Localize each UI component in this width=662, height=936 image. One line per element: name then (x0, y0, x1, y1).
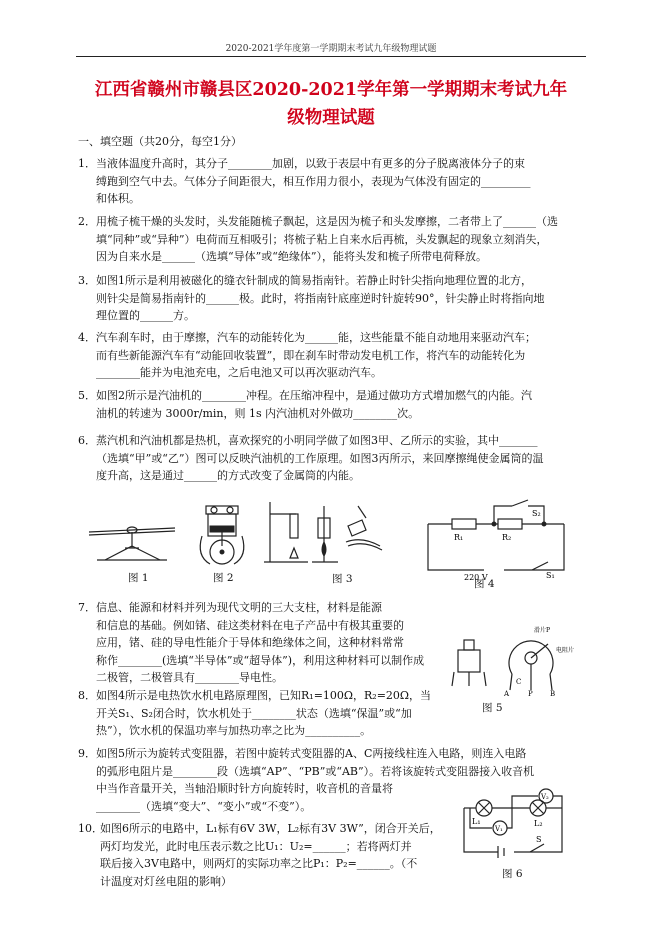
question-number: 5． (78, 389, 96, 402)
terminal-a-label: A (504, 690, 510, 698)
question-text-line: 和体积。 (96, 192, 140, 205)
question-text-line: 中当作音量开关，当轴沿顺时针方向旋转时，收音机的音量将 (96, 782, 393, 795)
voltmeter-v2-label: V₂ (541, 793, 549, 801)
question-text-line: 而有些新能源汽车有“动能回收装置”，即在刹车时带动发电机工作，将汽车的动能转化为 (96, 348, 526, 362)
question-text-line: （选填“甲”或“乙”）图可以反映汽油机的工作原理。如图3丙所示，来回摩擦绳使金属筒的温 (96, 451, 544, 465)
voltage-label: 220 V (464, 573, 488, 582)
lamp-l1-label: L₁ (472, 817, 481, 826)
question-text-line: 两灯均发光，此时电压表示数之比U₁：U₂=______；若将两灯并 (100, 839, 412, 853)
voltmeter-v1-label: V₁ (495, 825, 503, 833)
question-text-line: 热”），饮水机的保温功率与加热功率之比为__________。 (96, 724, 372, 737)
title-line-1: 江西省赣州市赣县区2020-2021学年第一学期期末考试九年 (94, 80, 568, 100)
figure-1-compass (85, 510, 180, 565)
question-text-line: ________能并为电池充电，之后电池又可以再次驱动汽车。 (96, 366, 382, 379)
question-number: 10． (78, 822, 103, 835)
question-text-line: 计温度对灯丝电阻的影响） (100, 874, 232, 888)
figure-3-experiments (262, 496, 392, 568)
running-header: 2020-2021学年度第一学期期末考试九年级物理试题 (225, 44, 437, 54)
title-line-2: 级物理试题 (287, 108, 375, 128)
switch-s1-label: S₁ (546, 571, 555, 580)
question-text-line: 度升高，这是通过______的方式改变了金属筒的内能。 (96, 469, 360, 482)
switch-s2-label: S₂ (532, 509, 541, 518)
figure-3-caption: 图 3 (332, 573, 353, 585)
question-text-line: 理位置的______方。 (96, 309, 195, 322)
question-text-line: 则针尖是简易指南针的______极。此时，将指南针底座逆时针旋转90°，针尖静止时将指向地 (96, 291, 545, 305)
figure-4-caption: 图 4 (474, 578, 495, 590)
section-heading: 一、填空题（共20分，每空1分） (78, 135, 242, 148)
question-text-line: 开关S₁、S₂闭合时，饮水机处于________状态（选填“保温”或“加 (96, 706, 412, 720)
resistor-r1-label: R₁ (454, 533, 464, 542)
resistor-strip-label: 电阻片 (556, 647, 575, 654)
header-rule (76, 56, 586, 57)
figure-5-caption: 图 5 (482, 702, 503, 714)
question-text-line: 如图5所示为旋转式变阻器，若图中旋转式变阻器的A、C两接线柱连入电路，则连入电路 (96, 747, 527, 760)
figure-5-rotary-rheostat (450, 626, 580, 696)
question-text-line: 的弧形电阻片是________段（选填“AP”、“PB”或“AB”）。若将该旋转式变阻器接入收音机 (96, 764, 535, 778)
question-text-line: 填“同种”或“异种”）电荷而互相吸引；将梳子粘上自来水后再梳，头发飘起的现象立刻消失， (96, 232, 548, 246)
question-number: 3． (78, 274, 96, 287)
figure-6-circuit (458, 790, 568, 860)
question-text-line: 油机的转速为 3000r/min，则 1s 内汽油机对外做功________次。 (96, 406, 420, 420)
question-text-line: ________（选填“变大”、“变小”或“不变”）。 (96, 799, 312, 813)
slider-label: 滑片P (534, 627, 551, 634)
question-number: 7． (78, 601, 96, 614)
figure-1-caption: 图 1 (128, 572, 149, 584)
figure-6-caption: 图 6 (502, 868, 523, 880)
question-text-line: 汽车刹车时，由于摩擦，汽车的动能转化为______能，这些能量不能自动地用来驱动汽车； (96, 331, 536, 344)
lamp-l2-label: L₂ (534, 819, 543, 828)
question-text-line: 联后接入3V电路中，则两灯的实际功率之比P₁：P₂=______。（不 (100, 857, 418, 870)
switch-s-label: S (536, 835, 542, 844)
question-text-line: 如图2所示是汽油机的________冲程。在压缩冲程中，是通过做功方式增加燃气的内能。汽 (96, 389, 532, 402)
question-number: 2． (78, 215, 96, 228)
question-number: 8． (78, 689, 96, 702)
question-text-line: 如图6所示的电路中，L₁标有6V 3W，L₂标有3V 3W”，闭合开关后， (100, 822, 441, 835)
question-text-line: 用梳子梳干燥的头发时，头发能随梳子飘起，这是因为梳子和头发摩擦，二者带上了______（选 (96, 215, 558, 228)
question-number: 4． (78, 331, 96, 344)
question-text-line: 信息、能源和材料并列为现代文明的三大支柱，材料是能源 (96, 601, 382, 614)
question-text-line: 因为自来水是______（选填“导体”或“绝缘体”），能将头发和梳子所带电荷释放。 (96, 250, 487, 263)
figure-2-caption: 图 2 (213, 572, 234, 584)
terminal-p-label: P (528, 690, 533, 698)
resistor-r2-label: R₂ (502, 533, 512, 542)
question-number: 9． (78, 747, 96, 760)
question-text-line: 蒸汽机和汽油机都是热机，喜欢探究的小明同学做了如图3甲、乙所示的实验，其中_______ (96, 434, 538, 447)
figure-4-circuit (424, 500, 574, 580)
question-text-line: 和信息的基础。例如锗、硅这类材料在电子产品中有极其重要的 (96, 618, 404, 632)
question-text-line: 如图1所示是利用被磁化的缝衣针制成的简易指南针。若静止时针尖指向地理位置的北方， (96, 274, 532, 287)
question-text-line: 称作________(选填“半导体”或“超导体”)，利用这种材料可以制作成 (96, 653, 425, 667)
question-text-line: 二极管，二极管具有________导电性。 (96, 671, 283, 684)
question-number: 1． (78, 157, 96, 170)
figure-2-engine (192, 500, 252, 570)
question-text-line: 应用，锗、硅的导电性能介于导体和绝缘体之间，这种材料常常 (96, 636, 404, 649)
question-text-line: 如图4所示是电热饮水机电路原理图，已知R₁=100Ω，R₂=20Ω，当 (96, 689, 432, 702)
terminal-c-label: C (516, 678, 522, 686)
question-number: 6． (78, 434, 96, 447)
terminal-b-label: B (550, 690, 556, 698)
question-text-line: 当液体温度升高时，其分子________加剧，以致于表层中有更多的分子脱离液体分子的束 (96, 157, 525, 170)
page-title (76, 76, 586, 132)
question-text-line: 缚跑到空气中去。气体分子间距很大，相互作用力很小，表现为气体没有固定的_________ (96, 174, 531, 188)
